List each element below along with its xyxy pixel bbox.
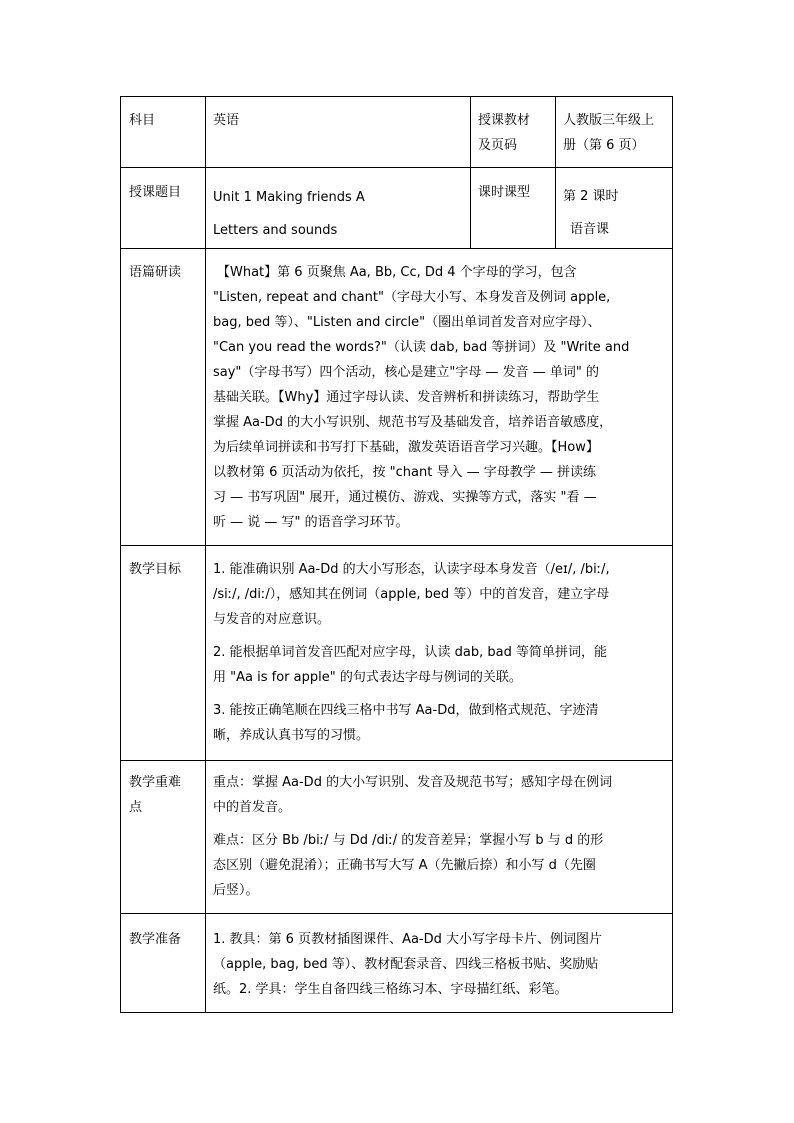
preparation-line: 1. 教具：第 6 页教材插图课件、Aa-Dd 大小写字母卡片、例词图片 [213, 932, 603, 947]
teaching-goals-content [213, 557, 610, 748]
label-column-divider [205, 96, 206, 1013]
text-analysis-label: 语篇研读 [129, 265, 182, 280]
lesson-period: 第 2 课时 [563, 189, 619, 204]
material-value [563, 108, 654, 158]
difficulty-line: 难点：区分 Bb /biː/ 与 Dd /diː/ 的发音差异；掌握小写 b 与 d 的形 [213, 833, 604, 848]
preparation-line: 纸。2. 学具：学生自备四线三格练习本、字母描红纸、彩笔。 [213, 982, 568, 997]
material-value-line: 人教版三年级上 [563, 113, 655, 128]
difficulty-line: 态区别（避免混淆）；正确书写大写 A（先撇后捺）和小写 d（先圈 [213, 858, 596, 873]
lesson-title-value [213, 181, 365, 247]
key-points-content [213, 770, 612, 903]
lesson-type-value [563, 180, 619, 246]
material-value-line: 册（第 6 页） [563, 138, 645, 153]
goal-line: /siː/, /diː/），感知其在例词（apple, bed 等）中的首发音，建立字母 [213, 587, 610, 602]
text-line: 听 — 说 — 写" 的语音学习环节。 [213, 515, 409, 530]
material-label-line: 授课教材 [478, 113, 531, 128]
text-line: 基础关联。【Why】通过字母认读、发音辨析和拼读练习，帮助学生 [213, 390, 600, 405]
lesson-title-line: Letters and sounds [213, 223, 338, 238]
preparation-line: （apple, bag, bed 等）、教材配套录音、四线三格板书贴、奖励贴 [213, 957, 599, 972]
key-points-label-line: 点 [129, 800, 143, 815]
key-points-label-line: 教学重难 [129, 775, 182, 790]
table-border-top [120, 96, 673, 97]
material-label-line: 及页码 [478, 138, 518, 153]
goal-line: 3. 能按正确笔顺在四线三格中书写 Aa-Dd，做到格式规范、字迹清 [213, 703, 599, 718]
text-line: 习 — 书写巩固" 展开，通过模仿、游戏、实操等方式，落实 "看 — [213, 490, 597, 505]
row-divider [120, 913, 673, 914]
text-line: 为后续单词拼读和书写打下基础，激发英语语音学习兴趣。【How】 [213, 440, 599, 455]
text-line: "Can you read the words?"（认读 dab, bad 等拼词）及 "Write and [213, 340, 630, 355]
lesson-title-line: Unit 1 Making friends A [213, 190, 365, 205]
column-divider [470, 96, 471, 249]
key-point-line: 中的首发音。 [213, 800, 292, 815]
table-border-right [672, 96, 673, 1013]
row-divider [120, 248, 673, 249]
lesson-title-label: 授课题目 [129, 185, 182, 200]
subject-value: 英语 [213, 113, 240, 128]
goal-line: 与发音的对应意识。 [213, 612, 331, 627]
column-divider [555, 96, 556, 249]
row-divider [120, 760, 673, 761]
goal-line: 用 "Aa is for apple" 的句式表达字母与例词的关联。 [213, 670, 522, 685]
difficulty-line: 后竖）。 [213, 883, 259, 898]
lesson-type: 语音课 [570, 222, 610, 237]
text-line: 掌握 Aa-Dd 的大小写识别、规范书写及基础发音，培养语音敏感度， [213, 415, 613, 430]
goal-line: 1. 能准确识别 Aa-Dd 的大小写形态，认读字母本身发音（/eɪ/, /biː/, [213, 562, 610, 577]
row-divider [120, 167, 673, 168]
text-line: "Listen, repeat and chant"（字母大小写、本身发音及例词 apple, [213, 290, 611, 305]
preparation-label: 教学准备 [129, 932, 182, 947]
material-label [478, 108, 530, 158]
teaching-goals-label: 教学目标 [129, 562, 182, 577]
table-border-left [120, 96, 121, 1013]
text-line: say"（字母书写）四个活动，核心是建立"字母 — 发音 — 单词" 的 [213, 365, 600, 380]
lesson-type-label: 课时课型 [478, 185, 531, 200]
key-point-line: 重点：掌握 Aa-Dd 的大小写识别、发音及规范书写；感知字母在例词 [213, 775, 613, 790]
text-line: 【What】第 6 页聚焦 Aa, Bb, Cc, Dd 4 个字母的学习，包含 [217, 265, 577, 280]
text-line: bag, bed 等）、"Listen and circle"（圈出单词首发音对应字母）、 [213, 315, 601, 330]
row-divider [120, 545, 673, 546]
text-analysis-content [213, 260, 629, 535]
goal-line: 晰，养成认真书写的习惯。 [213, 728, 370, 743]
preparation-content [213, 927, 602, 1002]
key-points-label [121, 770, 181, 820]
goal-line: 2. 能根据单词首发音匹配对应字母，认读 dab, bad 等简单拼词，能 [213, 645, 608, 660]
subject-label: 科目 [129, 113, 156, 128]
text-line: 以教材第 6 页活动为依托，按 "chant 导入 — 字母教学 — 拼读练 [213, 465, 596, 480]
table-border-bottom [120, 1012, 673, 1013]
